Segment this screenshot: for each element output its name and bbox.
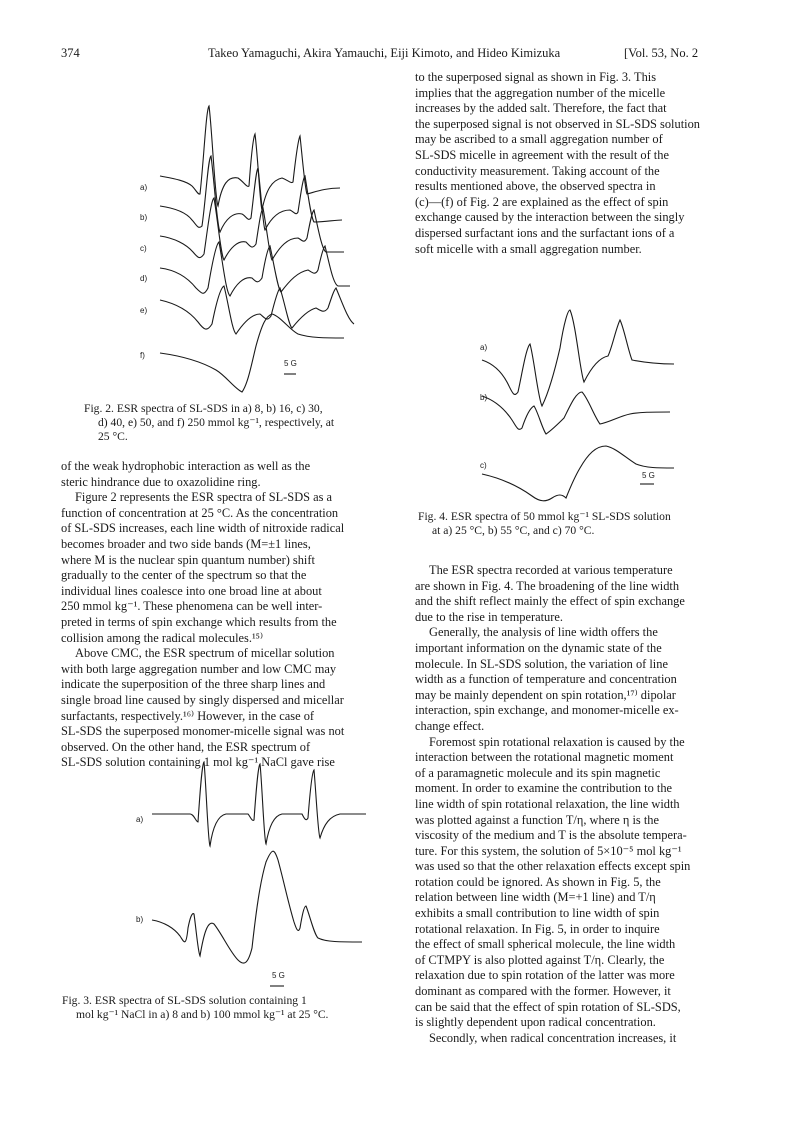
right-p4: Secondly, when radical concentration increases, it xyxy=(429,1030,677,1045)
fig2-scale-label: 5 G xyxy=(284,359,297,368)
right-column-top xyxy=(415,70,741,257)
right-p3: Foremost spin rotational relaxation is caused by the interaction between the rotational magnetic moment of a paramagnetic molecule and its spin magnetic moment. In order to examine the contribution to the line width of spin rotational relaxation, the line width was plotted against a function T/η, where η is the viscosity of the medium and T is the absolute tempera- ture. For this system, the solution of 5×10⁻⁵ mol kg⁻¹ was used so that the other relaxation effects except spin rotation could be ignored. As shown in Fig. 5, the relation between line width (M=+1 line) and T/η exhibits a small contribution to line width of spin rotational relaxation. In Fig. 5, in order to inquire the effect of small spherical molecule, the line width of CTMPY is also plotted against T/η. Clearly, the relaxation due to spin rotation of the latter was more dominant as compared with the former. However, it can be said that the effect of spin rotation of SL-SDS, is slightly dependent upon radical concentration. xyxy=(415,734,691,1030)
fig2-trace-e xyxy=(160,286,354,334)
fig3-trace-a xyxy=(152,762,366,846)
left-p1: of the weak hydrophobic interaction as well as the steric hindrance due to oxazolidine ring. xyxy=(61,459,311,489)
fig4-scale-label: 5 G xyxy=(642,471,655,480)
fig3-trace-b xyxy=(152,851,362,963)
fig4-label-a: a) xyxy=(480,343,488,352)
fig4-label-b: b) xyxy=(480,393,488,402)
fig2-label-a: a) xyxy=(140,183,148,192)
fig2-trace-a xyxy=(160,106,340,210)
fig3-label-a: a) xyxy=(136,815,144,824)
right-p0: to the superposed signal as shown in Fig. 3. This implies that the aggregation number of the micelle increases by the added salt. Therefore, the fact that the superposed signal is not observed in SL-SDS solution may be ascribed to a small aggregation number of SL-SDS micelle in agreement with the result of the conductivity measurement. Taking account of the results mentioned above, the observed spectra in (c)—(f) of Fig. 2 are explained as the effect of spin exchange caused by the interaction between the singly dispersed surfactant ions and the surfactant ions of a soft micelle with a small aggregation number. xyxy=(415,70,700,256)
right-p2: Generally, the analysis of line width offers the important information on the dynamic state of the molecule. In SL-SDS solution, the variation of line width as a function of temperature and concentration may be mainly dependent on spin rotation,¹⁷⁾ dipolar interaction, spin exchange, and monomer-micelle ex- change effect. xyxy=(415,625,679,733)
fig4-spectra xyxy=(470,288,700,508)
fig2-trace-d xyxy=(160,242,350,296)
fig2-trace-f xyxy=(160,314,344,392)
fig2-trace-b xyxy=(160,156,342,232)
fig3-label-b: b) xyxy=(136,915,144,924)
fig2-label-b: b) xyxy=(140,213,148,222)
volume-info: [Vol. 53, No. 2 xyxy=(624,46,699,60)
fig4-label-c: c) xyxy=(480,461,487,470)
right-p1: The ESR spectra recorded at various temperature are shown in Fig. 4. The broadening of the line width and the shift reflect mainly the effect of spin exchange due to the rise in temperature. xyxy=(415,563,685,624)
page-number: 374 xyxy=(61,46,80,60)
right-column-bottom xyxy=(415,563,741,1046)
fig2-caption: Fig. 2. ESR spectra of SL-SDS in a) 8, b) 16, c) 30, d) 40, e) 50, and f) 250 mmol kg⁻¹, respectively, at 25 °C. xyxy=(84,402,335,443)
fig2-label-e: e) xyxy=(140,306,148,315)
fig2-label-f: f) xyxy=(140,351,145,360)
fig4-trace-a xyxy=(482,310,674,406)
fig2-label-d: d) xyxy=(140,274,148,283)
fig3-caption: Fig. 3. ESR spectra of SL-SDS solution containing 1 mol kg⁻¹ NaCl in a) 8 and b) 100 mmol kg⁻¹ at 25 °C. xyxy=(62,994,329,1021)
left-p3: Above CMC, the ESR spectrum of micellar solution with both large aggregation number and low CMC may indicate the superposition of the three sharp lines and single broad line caused by singly dispersed and micellar surfactants, respectively.¹⁶⁾ However, in the case of SL-SDS the superposed monomer-micelle signal was not observed. On the other hand, the ESR spectrum of SL-SDS solution containing 1 mol kg⁻¹ NaCl gave rise xyxy=(61,646,345,770)
running-authors: Takeo Yamaguchi, Akira Yamauchi, Eiji Kimoto, and Hideo Kimizuka xyxy=(208,46,561,60)
fig3-scale-label: 5 G xyxy=(272,971,285,980)
fig4-trace-b xyxy=(482,392,670,434)
fig3-spectra xyxy=(130,752,380,1002)
fig4-caption: Fig. 4. ESR spectra of 50 mmol kg⁻¹ SL-SDS solution at a) 25 °C, b) 55 °C, and c) 70 °C. xyxy=(418,510,671,537)
left-column xyxy=(61,459,390,771)
left-p2: Figure 2 represents the ESR spectra of SL-SDS as a function of concentration at 25 °C. As the concentration of SL-SDS increases, each line width of nitroxide radical becomes broader and two side bands (M=±1 lines, where M is the nuclear spin quantum number) shift gradually to the center of the spectrum so that the individual lines coalesce into one broad line at about 250 mmol kg⁻¹. These phenomena can be well inter- preted in terms of spin exchange which results from the collision among the radical molecules.¹⁵⁾ xyxy=(61,490,345,645)
fig2-spectra xyxy=(130,98,380,398)
fig2-label-c: c) xyxy=(140,244,147,253)
